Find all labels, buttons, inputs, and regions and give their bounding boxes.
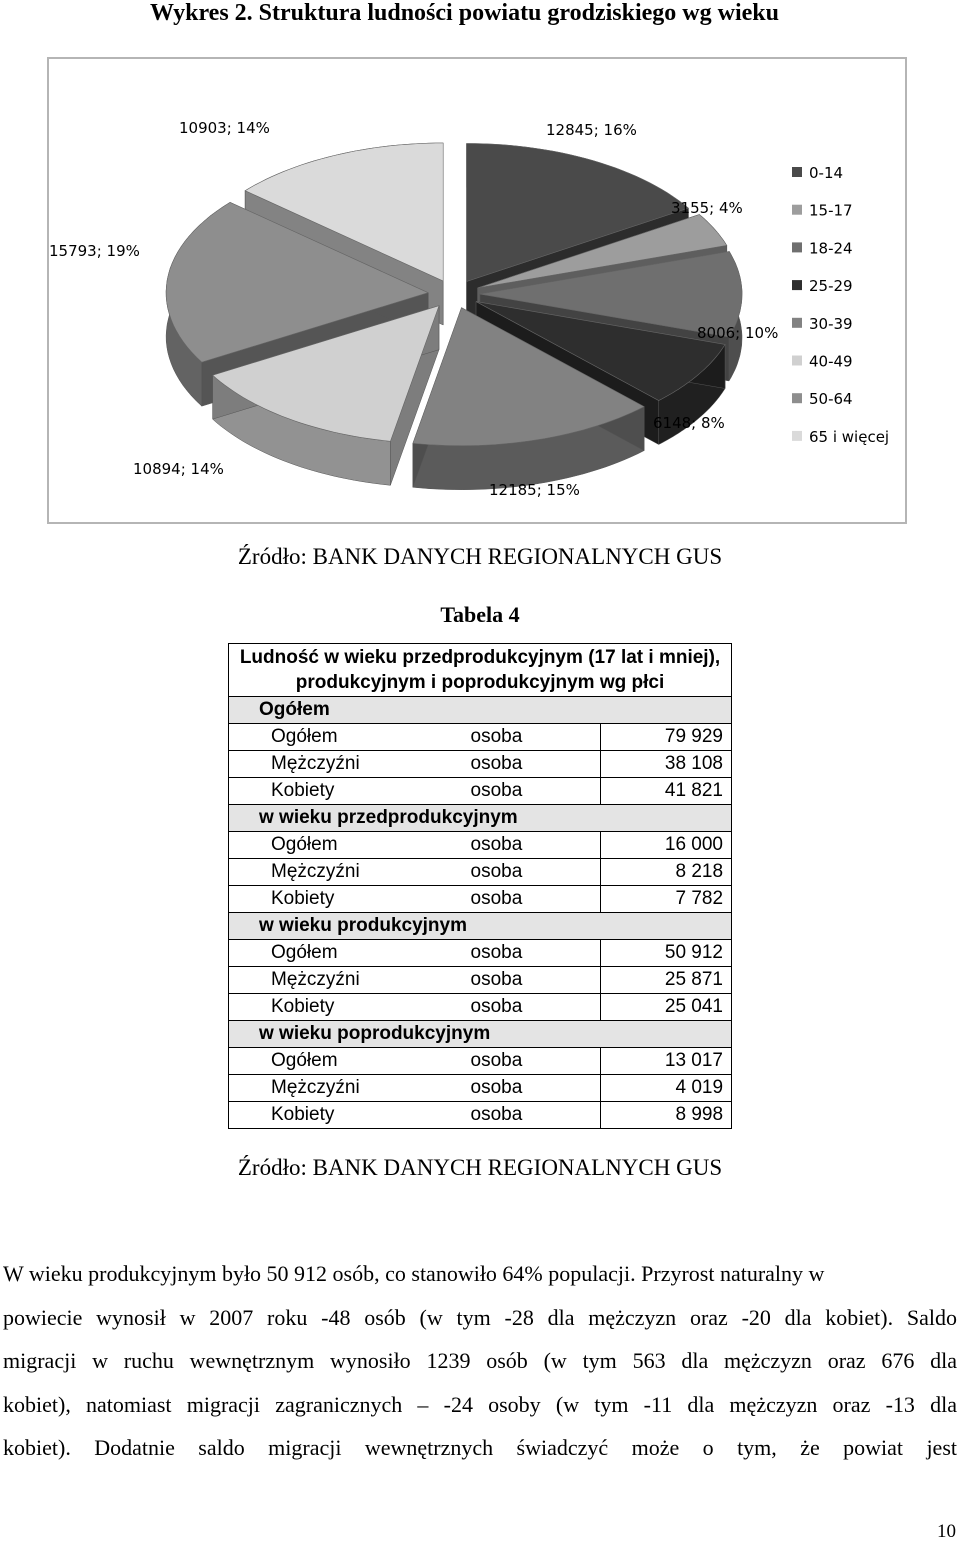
legend-label: 0-14 xyxy=(809,164,844,182)
table-row xyxy=(229,751,732,778)
table-section-heading: w wieku przedprodukcyjnym xyxy=(229,805,732,832)
table-cell-unit: osoba xyxy=(457,1102,601,1129)
pie-data-label: 12185; 15% xyxy=(489,481,580,499)
table-cell-value: 41 821 xyxy=(601,778,732,805)
table-cell-value: 79 929 xyxy=(601,724,732,751)
table-cell-label: Ogółem xyxy=(229,724,457,751)
pie-data-label: 12845; 16% xyxy=(546,121,637,139)
chart-source: Źródło: BANK DANYCH REGIONALNYCH GUS xyxy=(237,544,723,569)
table-row xyxy=(229,886,732,913)
legend-label: 65 i więcej xyxy=(809,427,890,446)
table-source: Źródło: BANK DANYCH REGIONALNYCH GUS xyxy=(237,1155,723,1180)
table-section-heading: Ogółem xyxy=(229,697,732,724)
table-cell-unit: osoba xyxy=(457,859,601,886)
legend-swatch xyxy=(792,205,802,215)
table-section-heading: w wieku poprodukcyjnym xyxy=(229,1021,732,1048)
table-cell-unit: osoba xyxy=(457,1048,601,1075)
population-table xyxy=(228,643,732,1129)
legend-label: 18-24 xyxy=(809,239,853,258)
pie-data-label: 15793; 19% xyxy=(49,242,140,260)
table-cell-value: 25 041 xyxy=(601,994,732,1021)
table-row xyxy=(229,832,732,859)
table-cell-value: 16 000 xyxy=(601,832,732,859)
table-section-row xyxy=(229,697,732,724)
table-cell-label: Kobiety xyxy=(229,994,457,1021)
pie-data-label: 10903; 14% xyxy=(179,119,270,137)
table-cell-unit: osoba xyxy=(457,940,601,967)
table-row xyxy=(229,940,732,967)
pie-data-label: 10894; 14% xyxy=(133,460,224,478)
table-cell-label: Mężczyźni xyxy=(229,859,457,886)
table-cell-unit: osoba xyxy=(457,751,601,778)
table-cell-unit: osoba xyxy=(457,1075,601,1102)
table-cell-value: 7 782 xyxy=(601,886,732,913)
legend-label: 30-39 xyxy=(809,314,853,333)
table-header-row xyxy=(229,644,732,697)
table-cell-unit: osoba xyxy=(457,832,601,859)
table-row xyxy=(229,724,732,751)
table-row xyxy=(229,1048,732,1075)
table-cell-value: 4 019 xyxy=(601,1075,732,1102)
legend-swatch xyxy=(792,431,802,441)
table-cell-value: 50 912 xyxy=(601,940,732,967)
paragraph-line: kobiet). Dodatnie saldo migracji wewnętrznych świadczyć może o tym, że powiat jest xyxy=(3,1435,957,1460)
legend-swatch xyxy=(792,356,802,366)
table-section-row xyxy=(229,913,732,940)
legend-label: 15-17 xyxy=(809,201,853,220)
table-row xyxy=(229,778,732,805)
table-row xyxy=(229,1102,732,1129)
table-cell-unit: osoba xyxy=(457,994,601,1021)
table-row xyxy=(229,859,732,886)
legend-swatch xyxy=(792,318,802,328)
table-cell-value: 13 017 xyxy=(601,1048,732,1075)
legend-swatch xyxy=(792,242,802,252)
legend-swatch xyxy=(792,167,802,177)
pie-data-label: 8006; 10% xyxy=(697,324,779,342)
table-cell-unit: osoba xyxy=(457,724,601,751)
table-row xyxy=(229,967,732,994)
table-section-heading: w wieku produkcyjnym xyxy=(229,913,732,940)
table-cell-label: Ogółem xyxy=(229,940,457,967)
table-cell-label: Mężczyźni xyxy=(229,1075,457,1102)
table-row xyxy=(229,994,732,1021)
pie-chart-svg xyxy=(49,59,905,522)
page-title: Wykres 2. Struktura ludności powiatu grodziskiego wg wieku xyxy=(150,0,779,26)
table-cell-unit: osoba xyxy=(457,967,601,994)
body-paragraph xyxy=(3,1252,957,1470)
table-cell-unit: osoba xyxy=(457,778,601,805)
paragraph-line: migracji w ruchu wewnętrznym wynosiło 1239 osób (w tym 563 dla mężczyzn oraz 676 dla xyxy=(3,1348,957,1373)
table-header: Ludność w wieku przedprodukcyjnym (17 lat i mniej), produkcyjnym i poprodukcyjnym wg płci xyxy=(229,644,732,697)
pie-data-label: 6148; 8% xyxy=(653,414,725,432)
table-cell-value: 8 218 xyxy=(601,859,732,886)
table-cell-value: 8 998 xyxy=(601,1102,732,1129)
table-cell-value: 25 871 xyxy=(601,967,732,994)
table-cell-label: Kobiety xyxy=(229,778,457,805)
table-cell-label: Ogółem xyxy=(229,832,457,859)
table-caption: Tabela 4 xyxy=(440,602,520,627)
table-cell-label: Mężczyźni xyxy=(229,967,457,994)
table-cell-label: Ogółem xyxy=(229,1048,457,1075)
legend-label: 40-49 xyxy=(809,352,853,371)
page-number: 10 xyxy=(937,1521,956,1542)
paragraph-line: powiecie wynosił w 2007 roku -48 osób (w tym -28 dla mężczyzn oraz -20 dla kobiet). Saldo xyxy=(3,1304,957,1330)
table-cell-value: 38 108 xyxy=(601,751,732,778)
table-cell-label: Kobiety xyxy=(229,1102,457,1129)
table-cell-label: Mężczyźni xyxy=(229,751,457,778)
pie-data-label: 3155; 4% xyxy=(671,199,743,217)
paragraph-line: W wieku produkcyjnym było 50 912 osób, co stanowiło 64% populacji. Przyrost naturalny w xyxy=(3,1261,825,1286)
legend-swatch xyxy=(792,280,802,290)
legend-label: 50-64 xyxy=(809,390,853,409)
paragraph-line: kobiet), natomiast migracji zagranicznych – -24 osoby (w tym -11 dla mężczyzn oraz -13 dla xyxy=(3,1391,957,1417)
table-row xyxy=(229,1075,732,1102)
legend-swatch xyxy=(792,393,802,403)
pie-chart xyxy=(47,57,907,524)
table-section-row xyxy=(229,805,732,832)
legend-label: 25-29 xyxy=(809,277,853,296)
table-cell-label: Kobiety xyxy=(229,886,457,913)
table-cell-unit: osoba xyxy=(457,886,601,913)
table-section-row xyxy=(229,1021,732,1048)
